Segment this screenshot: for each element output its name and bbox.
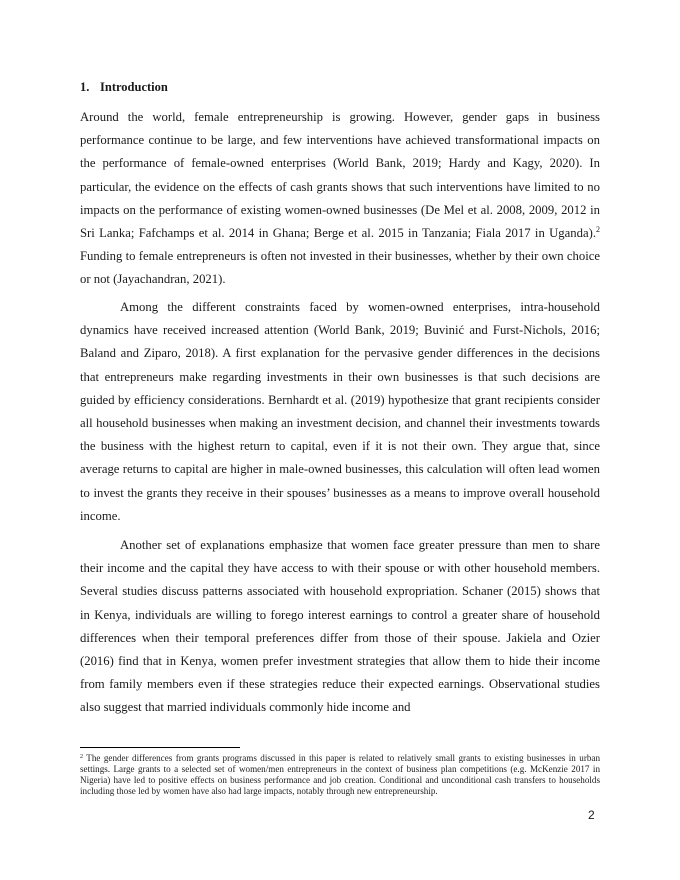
footnote [80,753,600,797]
paragraph-1-text-continued: Funding to female entrepreneurs is often not invested in their businesses, whether by their own choice or not (Jayachandran, 2021). [80,249,600,287]
footnote-reference: 2 [596,225,600,235]
paragraph-1 [80,106,600,292]
paragraph-3: Another set of explanations emphasize that women face greater pressure than men to share their income and the capital they have access to with their spouse or with other household members. Several studies discuss patterns associated with household expropriation. Schaner (2015) shows that in Kenya, individuals are willing to forego interest earnings to control a greater share of household differences when their temporal preferences differ from those of their spouse. Jakiela and Ozier (2016) find that in Kenya, women prefer investment strategies that allow them to hide their income from family members even if these strategies reduce their expected earnings. Observational studies also suggest that married individuals commonly hide income and [80,538,600,715]
section-title: Introduction [100,80,168,94]
footnote-separator [80,747,240,748]
paragraph-1-text: Around the world, female entrepreneurship is growing. However, gender gaps in business performance continue to be large, and few interventions have achieved transformational impacts on the performance of female-owned enterprises (World Bank, 2019; Hardy and Kagy, 2020). In particular, the evidence on the effects of cash grants shows that such interventions have limited to no impacts on the performance of existing women-owned businesses (De Mel et al. 2008, 2009, 2012 in Sri Lanka; Fafchamps et al. 2014 in Ghana; Berge et al. 2015 in Tanzania; Fiala 2017 in Uganda). [80,110,600,241]
paragraph-2: Among the different constraints faced by women-owned enterprises, intra-household dynamics have received increased attention (World Bank, 2019; Buvinić and Furst-Nichols, 2016; Baland and Ziparo, 2018). A first explanation for the pervasive gender differences in the decisions that entrepreneurs make regarding investments in their own businesses is that such decisions are guided by efficiency considerations. Bernhardt et al. (2019) hypothesize that grant recipients consider all household businesses when making an investment decision, and channel their investments towards the business with the highest return to capital, even if it is not their own. They argue that, since average returns to capital are higher in male-owned businesses, this calculation will often lead women to invest the grants they receive in their spouses’ businesses as a means to improve overall household income. [80,300,600,523]
footnote-marker: 2 [80,754,83,760]
footnote-text: The gender differences from grants programs discussed in this paper is related to relatively small grants to existing businesses in urban settings. Large grants to a selected set of women/men entrepreneurs in the context of business plan competitions (e.g. McKenzie 2017 in Nigeria) have led to positive effects on business performance and job creation. Conditional and unconditional cash transfers to households including those led by women have also had large impacts, notably through new entrepreneurship. [80,753,600,796]
section-number: 1. [80,80,90,94]
page-number: 2 [588,808,595,822]
section-heading [80,79,168,95]
